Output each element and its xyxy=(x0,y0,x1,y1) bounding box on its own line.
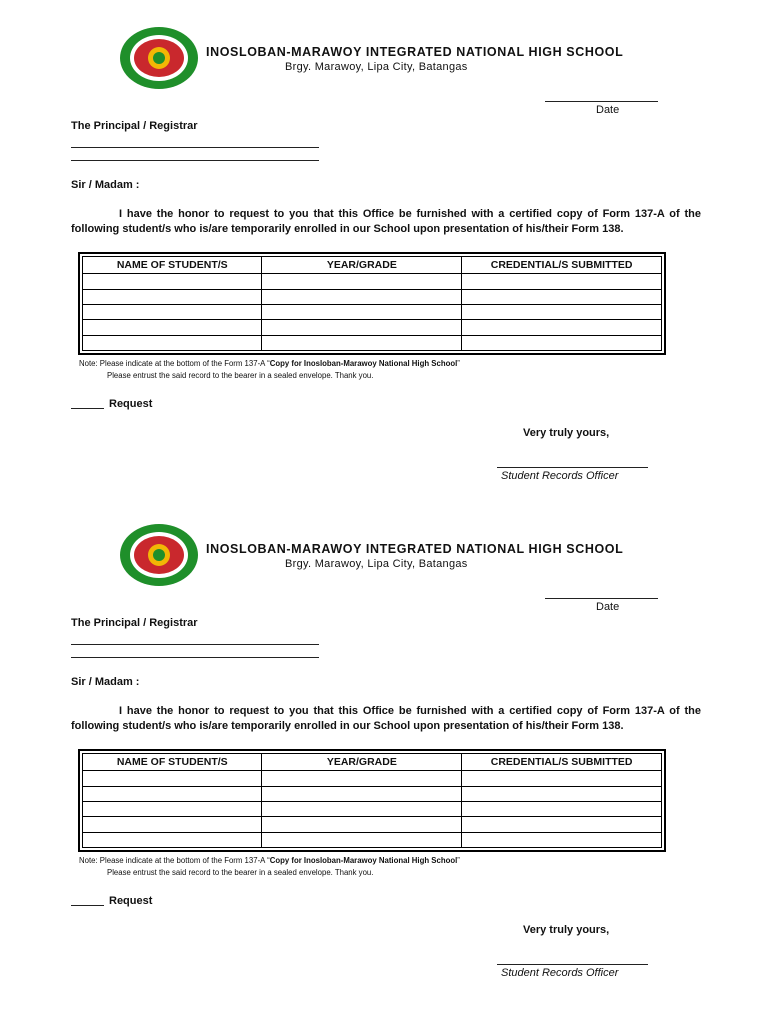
table-cell[interactable] xyxy=(462,320,662,335)
student-table xyxy=(78,749,666,852)
table-cell[interactable] xyxy=(262,335,462,350)
signature-line[interactable] xyxy=(497,964,648,965)
column-header: CREDENTIAL/S SUBMITTED xyxy=(462,257,662,274)
column-header: NAME OF STUDENT/S xyxy=(83,257,262,274)
signatory-title: Student Records Officer xyxy=(501,967,619,979)
school-address: Brgy. Marawoy, Lipa City, Batangas xyxy=(285,61,468,73)
recipient-line-2[interactable] xyxy=(71,160,319,161)
table-cell[interactable] xyxy=(462,771,662,786)
request-label: Request xyxy=(109,398,153,410)
table-cell[interactable] xyxy=(262,304,462,319)
request-count-field[interactable] xyxy=(71,905,104,906)
note-line-1: Note: Please indicate at the bottom of the Form 137-A “Copy for Inosloban-Marawoy National High School” xyxy=(79,856,460,865)
request-count-field[interactable] xyxy=(71,408,104,409)
table-cell[interactable] xyxy=(83,289,262,304)
table-cell[interactable] xyxy=(462,801,662,816)
note-line-2: Please entrust the said record to the bearer in a sealed envelope. Thank you. xyxy=(107,868,374,877)
table-row xyxy=(83,335,662,350)
table-cell[interactable] xyxy=(262,771,462,786)
table-cell[interactable] xyxy=(262,801,462,816)
table-cell[interactable] xyxy=(462,335,662,350)
table-cell[interactable] xyxy=(462,274,662,289)
school-name: INOSLOBAN-MARAWOY INTEGRATED NATIONAL HIGH SCHOOL xyxy=(206,45,624,59)
table-cell[interactable] xyxy=(83,801,262,816)
column-header: YEAR/GRADE xyxy=(262,754,462,771)
table-row xyxy=(83,801,662,816)
table-cell[interactable] xyxy=(262,289,462,304)
table-cell[interactable] xyxy=(262,786,462,801)
column-header: CREDENTIAL/S SUBMITTED xyxy=(462,754,662,771)
table-cell[interactable] xyxy=(262,832,462,847)
table-cell[interactable] xyxy=(83,304,262,319)
recipient-line-1[interactable] xyxy=(71,147,319,148)
school-name: INOSLOBAN-MARAWOY INTEGRATED NATIONAL HIGH SCHOOL xyxy=(206,542,624,556)
table-row xyxy=(83,320,662,335)
recipient-title: The Principal / Registrar xyxy=(71,120,198,132)
recipient-line-1[interactable] xyxy=(71,644,319,645)
date-field[interactable] xyxy=(545,100,658,102)
table-cell[interactable] xyxy=(83,771,262,786)
signature-line[interactable] xyxy=(497,467,648,468)
recipient-title: The Principal / Registrar xyxy=(71,617,198,629)
table-row xyxy=(83,289,662,304)
table-cell[interactable] xyxy=(462,289,662,304)
table-cell[interactable] xyxy=(83,832,262,847)
table-cell[interactable] xyxy=(83,274,262,289)
request-body: I have the honor to request to you that this Office be furnished with a certified copy of Form 137-A of the following student/s who is/are temporarily enrolled in our School upon presentation of his/their Form 138. xyxy=(71,208,701,235)
column-header: NAME OF STUDENT/S xyxy=(83,754,262,771)
closing: Very truly yours, xyxy=(523,924,610,936)
table-row xyxy=(83,771,662,786)
signatory-title: Student Records Officer xyxy=(501,470,619,482)
date-label: Date xyxy=(596,104,620,116)
table-cell[interactable] xyxy=(262,817,462,832)
table-cell[interactable] xyxy=(83,817,262,832)
school-seal-icon xyxy=(119,523,199,587)
table-header-row xyxy=(83,754,662,771)
note-line-1: Note: Please indicate at the bottom of the Form 137-A “Copy for Inosloban-Marawoy National High School” xyxy=(79,359,460,368)
table-row xyxy=(83,832,662,847)
request-form-1 xyxy=(0,0,768,500)
table-row xyxy=(83,304,662,319)
school-seal-icon xyxy=(119,26,199,90)
table-cell[interactable] xyxy=(462,304,662,319)
table-row xyxy=(83,274,662,289)
school-address: Brgy. Marawoy, Lipa City, Batangas xyxy=(285,558,468,570)
table-header-row xyxy=(83,257,662,274)
table-cell[interactable] xyxy=(83,786,262,801)
table-cell[interactable] xyxy=(462,817,662,832)
request-body: I have the honor to request to you that this Office be furnished with a certified copy of Form 137-A of the following student/s who is/are temporarily enrolled in our School upon presentation of his/their Form 138. xyxy=(71,705,701,732)
closing: Very truly yours, xyxy=(523,427,610,439)
table-cell[interactable] xyxy=(462,832,662,847)
table-cell[interactable] xyxy=(262,274,462,289)
table-row xyxy=(83,786,662,801)
table-cell[interactable] xyxy=(262,320,462,335)
table-row xyxy=(83,817,662,832)
student-table xyxy=(78,252,666,355)
salutation: Sir / Madam : xyxy=(71,676,140,688)
table-cell[interactable] xyxy=(462,786,662,801)
date-field[interactable] xyxy=(545,597,658,599)
recipient-line-2[interactable] xyxy=(71,657,319,658)
request-form-2 xyxy=(0,497,768,997)
note-line-2: Please entrust the said record to the bearer in a sealed envelope. Thank you. xyxy=(107,371,374,380)
salutation: Sir / Madam : xyxy=(71,179,140,191)
table-cell[interactable] xyxy=(83,335,262,350)
column-header: YEAR/GRADE xyxy=(262,257,462,274)
request-label: Request xyxy=(109,895,153,907)
table-cell[interactable] xyxy=(83,320,262,335)
date-label: Date xyxy=(596,601,620,613)
